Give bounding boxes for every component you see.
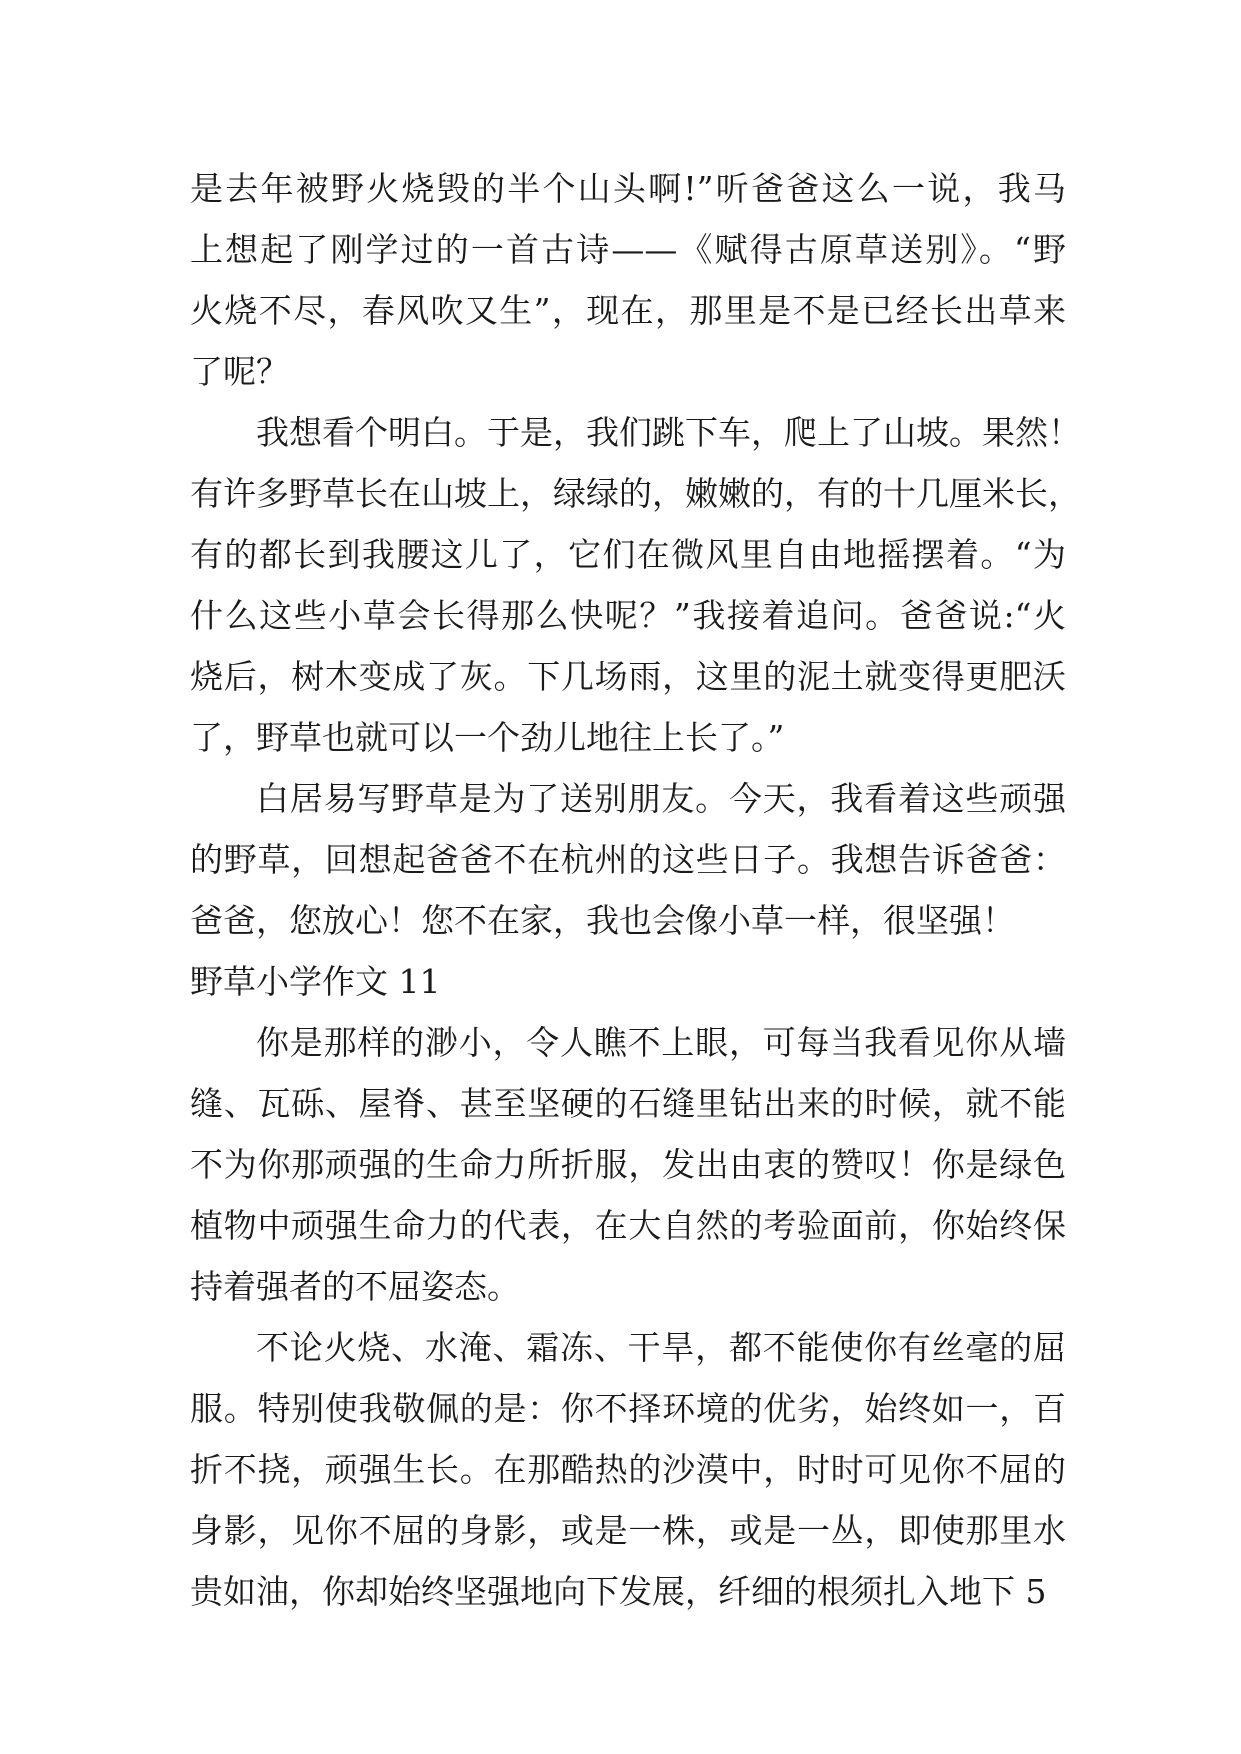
heading-text: 野草小学作文 11 (190, 962, 441, 1001)
text-line: 有的都长到我腰这儿了，它们在微风里自由地摇摆着。“为 (190, 535, 1066, 574)
text-line: 是去年被野火烧毁的半个山头啊!”听爸爸这么一说，我马 (190, 169, 1066, 208)
text-line: 爸爸，您放心！您不在家，我也会像小草一样，很坚强！ (190, 901, 1015, 940)
paragraph (190, 1317, 1066, 1622)
text-line: 火烧不尽，春风吹又生”，现在，那里是不是已经长出草来 (190, 291, 1066, 330)
text-line: 上想起了刚学过的一首古诗——《赋得古原草送别》。“野 (190, 230, 1066, 269)
text-line: 服。特别使我敬佩的是：你不择环境的优劣，始终如一，百 (190, 1389, 1066, 1428)
text-line: 我想看个明白。于是，我们跳下车，爬上了山坡。果然！ (256, 413, 1081, 452)
paragraph (190, 768, 1066, 951)
text-line: 缝、瓦砾、屋脊、甚至坚硬的石缝里钻出来的时候，就不能 (190, 1084, 1066, 1123)
text-line: 了，野草也就可以一个劲儿地往上长了。” (190, 718, 785, 757)
text-line: 不论火烧、水淹、霜冻、干旱，都不能使你有丝毫的屈 (256, 1328, 1066, 1367)
text-line: 身影，见你不屈的身影，或是一株，或是一丛，即使那里水 (190, 1511, 1066, 1550)
paragraph (190, 402, 1081, 768)
document-body (190, 158, 1081, 1622)
text-line: 什么这些小草会长得那么快呢？”我接着追问。爸爸说:“火 (190, 596, 1066, 635)
text-line: 折不挠，顽强生长。在那酷热的沙漠中，时时可见你不屈的 (190, 1450, 1066, 1489)
text-line: 贵如油，你却始终坚强地向下发展，纤细的根须扎入地下 5 (190, 1572, 1047, 1611)
paragraph (190, 158, 1066, 402)
text-line: 你是那样的渺小，令人瞧不上眼，可每当我看见你从墙 (256, 1023, 1066, 1062)
text-line: 白居易写野草是为了送别朋友。今天，我看着这些顽强 (256, 779, 1066, 818)
text-line: 有许多野草长在山坡上，绿绿的，嫩嫩的，有的十几厘米长， (190, 474, 1081, 513)
text-line: 烧后，树木变成了灰。下几场雨，这里的泥土就变得更肥沃 (190, 657, 1066, 696)
text-line: 植物中顽强生命力的代表，在大自然的考验面前，你始终保 (190, 1206, 1066, 1245)
section-heading (190, 951, 1066, 1012)
text-line: 的野草，回想起爸爸不在杭州的这些日子。我想告诉爸爸： (190, 840, 1066, 879)
text-line: 不为你那顽强的生命力所折服，发出由衷的赞叹！你是绿色 (190, 1145, 1066, 1184)
paragraph (190, 1012, 1066, 1317)
text-line: 了呢？ (190, 352, 289, 391)
text-line: 持着强者的不屈姿态。 (190, 1267, 520, 1306)
